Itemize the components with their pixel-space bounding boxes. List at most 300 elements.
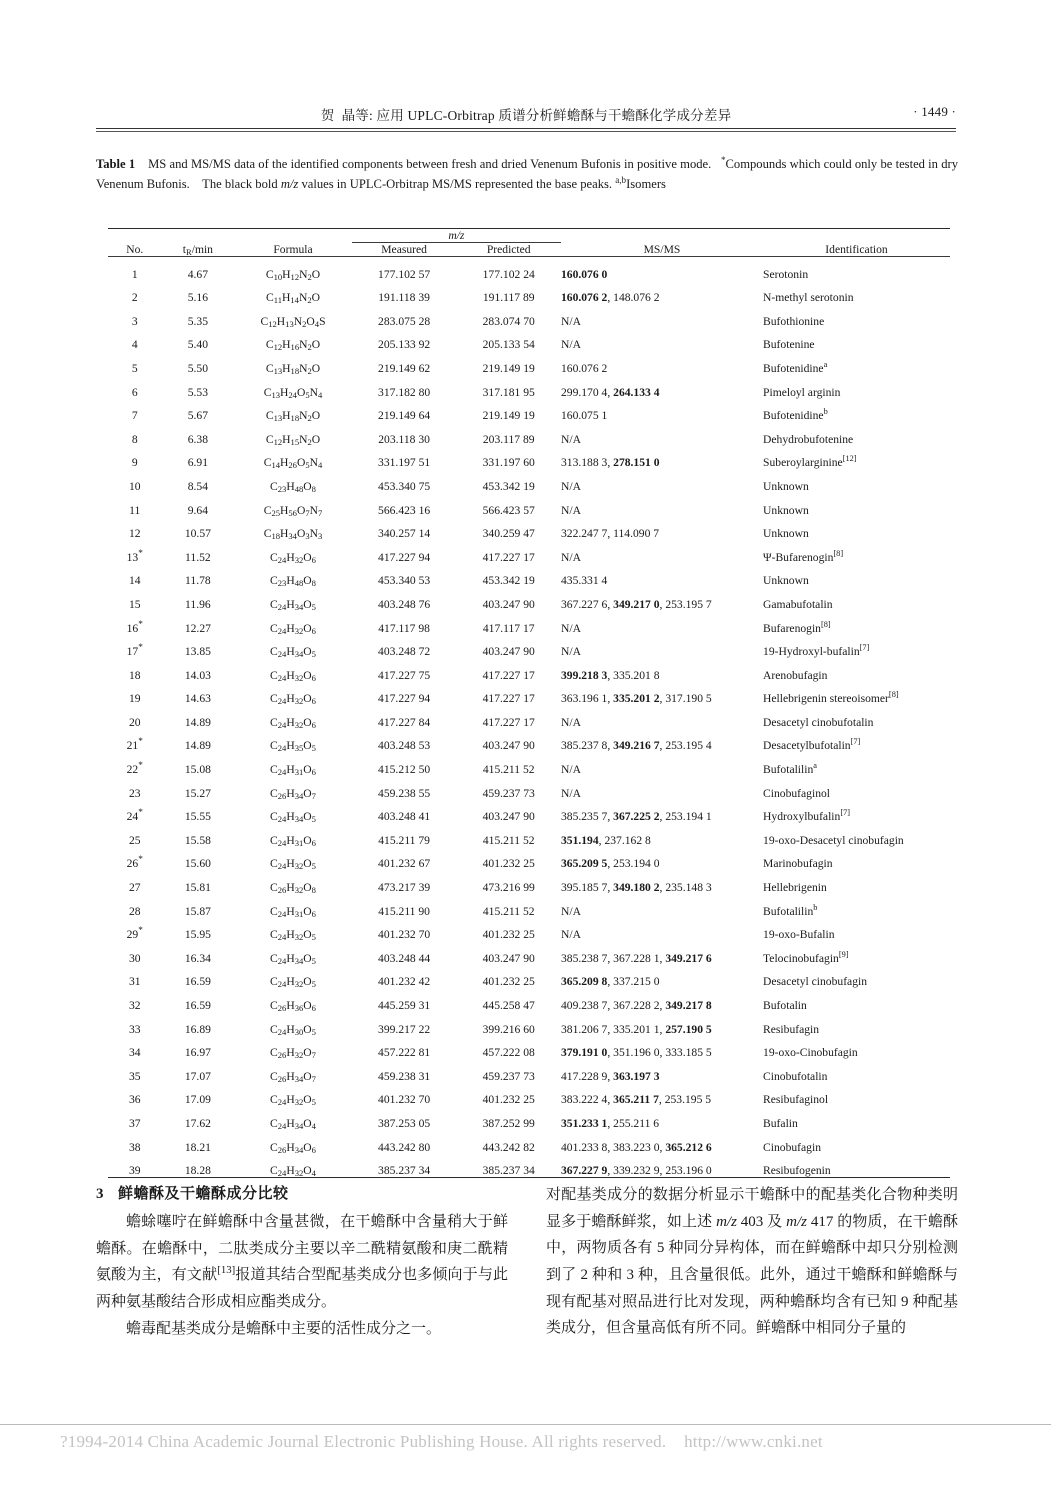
cell-no: 25 <box>128 833 141 847</box>
cell-mz-predicted: 443.242 82 <box>482 1140 535 1154</box>
table-caption-label: Table 1 <box>96 157 136 171</box>
cell-formula: $C_{24}H_{32}O_6$ <box>270 621 316 636</box>
cell-msms: N/A <box>560 904 581 918</box>
cell-mz-predicted: 459.237 73 <box>482 786 535 800</box>
table-bottom-rule <box>108 1178 950 1179</box>
cell-mz-measured: 417.227 94 <box>378 692 431 706</box>
table-row <box>108 375 950 399</box>
cell-identification: Suberoylarginine[12] <box>763 454 857 470</box>
table-row <box>108 304 950 328</box>
table-row <box>108 517 950 541</box>
cell-no: 14 <box>128 574 141 588</box>
cell-formula: $C_{26}H_{34}O_7$ <box>270 1069 316 1084</box>
cell-retention-time: 15.55 <box>184 810 211 824</box>
cell-no: 30 <box>128 951 141 965</box>
cell-mz-predicted: 387.252 99 <box>482 1116 535 1130</box>
col-header-tr-unit: /min <box>191 243 213 256</box>
cell-retention-time: 9.64 <box>187 503 209 517</box>
cell-no: 23 <box>128 786 141 800</box>
cell-retention-time: 16.34 <box>184 951 211 965</box>
table-row <box>108 705 950 729</box>
cell-mz-predicted: 331.197 60 <box>482 456 535 470</box>
cell-no: 15 <box>128 597 141 611</box>
cell-msms: N/A <box>560 432 581 446</box>
col-header-identification: Identification <box>763 229 950 257</box>
col-header-tr-t: t <box>182 243 186 256</box>
table-row <box>108 1036 950 1060</box>
cell-no: 1 <box>108 257 162 281</box>
cell-mz-measured: 403.248 53 <box>378 739 431 753</box>
cell-mz-predicted: 203.117 89 <box>482 432 535 446</box>
cell-identification: Telocinobufagin[9] <box>763 949 849 965</box>
cell-mz-measured: 443.242 80 <box>378 1140 431 1154</box>
table-row <box>108 1059 950 1083</box>
cell-identification: Bufotenine <box>763 338 815 352</box>
running-head-title: 贺 晶等: 应用 UPLC-Orbitrap 质谱分析鲜蟾酥与干蟾酥化学成分差异 <box>320 108 732 123</box>
cell-formula: $C_{25}H_{56}O_7N_7$ <box>263 503 323 518</box>
cell-retention-time: 16.59 <box>184 975 211 989</box>
cell-no: 21* <box>126 737 143 753</box>
cell-identification: Hellebrigenin stereoisomer[8] <box>763 690 899 706</box>
cell-retention-time: 15.95 <box>184 928 211 942</box>
cell-identification: Cinobufaginol <box>763 786 831 800</box>
cell-no: 2 <box>131 291 138 305</box>
paragraph-left-1: 蟾蜍噻咛在鲜蟾酥中含量甚微，在干蟾酥中含量稍大于鲜蟾酥。在蟾酥中，二肽类成分主要以辛二酰精氨酸和庚二酰精氨酸为主，有文献[13]报道其结合型配基类成分也多倾向于与此两种氨基酸结合形成相应酯类成分。 <box>96 1214 508 1311</box>
table-row <box>108 918 950 942</box>
table-header <box>108 229 950 257</box>
cell-mz-predicted: 403.247 90 <box>482 951 535 965</box>
cell-identification: Resibufogenin <box>763 1164 831 1178</box>
cell-msms: 401.233 8, 383.223 0, 365.212 6 <box>560 1140 712 1154</box>
cell-identification: Bufalin <box>763 1116 798 1130</box>
cell-retention-time: 12.27 <box>184 621 211 635</box>
cell-identification: N-methyl serotonin <box>763 291 854 305</box>
cell-mz-measured: 401.232 67 <box>378 857 431 871</box>
cell-formula: $C_{24}H_{34}O_5$ <box>270 810 316 825</box>
cell-identification: Pimeloyl arginin <box>763 385 841 399</box>
cell-msms: 395.185 7, 349.180 2, 235.148 3 <box>560 881 712 895</box>
cell-formula: $C_{24}H_{31}O_6$ <box>270 904 316 919</box>
cell-formula: $C_{24}H_{32}O_5$ <box>270 928 316 943</box>
running-head <box>96 104 956 124</box>
table-caption-text-2: Compounds which could only be tested in dry Venenum Bufonis. <box>96 157 958 192</box>
cell-identification: 19-Hydroxyl-bufalin[7] <box>763 643 870 659</box>
cell-identification: Bufotalin <box>763 999 807 1012</box>
table-row <box>108 1083 950 1107</box>
table-row <box>108 351 950 375</box>
table-row <box>108 540 950 564</box>
cell-retention-time: 4.67 <box>162 257 235 281</box>
cell-no: 20 <box>128 715 141 729</box>
cell-mz-predicted: 417.117 17 <box>482 621 535 635</box>
cell-formula: $C_{24}H_{34}O_5$ <box>270 597 316 612</box>
cell-mz-measured: 453.340 75 <box>378 479 431 493</box>
body-column-left <box>96 1182 508 1342</box>
cell-no: 10 <box>128 479 141 493</box>
cell-mz-measured: 387.253 05 <box>378 1116 431 1130</box>
page-number: · 1449 · <box>913 104 956 119</box>
cell-formula: $C_{13}H_{18}N_2O$ <box>265 409 321 424</box>
cell-no: 28 <box>128 904 141 918</box>
cell-mz-measured: 566.423 16 <box>378 503 431 517</box>
cell-identification: Unknown <box>763 479 809 493</box>
cell-mz-measured: 459.238 55 <box>378 786 431 800</box>
cell-no: 32 <box>128 999 141 1012</box>
cell-mz-predicted: 219.149 19 <box>482 361 535 375</box>
cell-formula: $C_{24}H_{31}O_6$ <box>270 763 316 778</box>
cell-msms: 160.076 2, 148.076 2 <box>560 291 660 305</box>
cell-retention-time: 8.54 <box>187 479 209 493</box>
cell-msms: 160.076 2 <box>560 361 608 375</box>
caption-star-marker: * <box>720 154 726 165</box>
cell-mz-measured: 415.212 50 <box>378 763 431 777</box>
cell-formula: $C_{26}H_{34}O_6$ <box>270 1140 316 1155</box>
cell-mz-predicted: 459.237 73 <box>482 1069 535 1083</box>
cell-no: 7 <box>131 409 138 423</box>
cell-mz-predicted: 453.342 19 <box>482 479 535 493</box>
table-row <box>108 800 950 824</box>
cell-msms: 313.188 3, 278.151 0 <box>560 456 660 470</box>
paragraph-right-1: 对配基类成分的数据分析显示干蟾酥中的配基类化合物种类明显多于蟾酥鲜浆，如上述 m/z 403 及 m/z 417 的物质，在干蟾酥中，两物质各有 5 种同分异构体，而在鲜蟾酥中却只分别检测到了 2 种和 3 种，且含量很低。此外，通过干蟾酥和鲜蟾酥与现有配基对照品进行比对发现，两种蟾酥均含有已知 9 种配基类成分，但含量高低有所不同。鲜蟾酥中相同分子量的 <box>546 1187 958 1337</box>
cell-identification: Unknown <box>763 574 809 588</box>
cell-retention-time: 15.81 <box>184 881 211 895</box>
cell-mz-measured: 219.149 64 <box>378 409 431 423</box>
col-header-formula: Formula <box>234 229 352 257</box>
cell-no: 18 <box>128 668 141 682</box>
cell-identification: Bufotenidine$^b$ <box>763 407 828 423</box>
cell-no: 35 <box>128 1069 141 1083</box>
cell-formula: $C_{24}H_{32}O_5$ <box>270 857 316 872</box>
cell-formula: $C_{26}H_{32}O_7$ <box>270 1046 316 1061</box>
cell-no: 8 <box>131 432 138 446</box>
cell-msms: N/A <box>560 479 581 493</box>
cell-msms: 379.191 0, 351.196 0, 333.185 5 <box>560 1046 712 1060</box>
cell-identification: Serotonin <box>763 257 950 281</box>
cell-mz-measured: 403.248 41 <box>378 810 431 824</box>
cell-no: 33 <box>128 1022 141 1036</box>
cell-retention-time: 14.03 <box>184 668 211 682</box>
cell-mz-measured: 453.340 53 <box>378 574 431 588</box>
cell-mz-predicted: 453.342 19 <box>482 574 535 588</box>
footer-rule <box>0 1424 1051 1425</box>
cell-mz-predicted: 191.117 89 <box>482 291 535 305</box>
cell-no: 12 <box>128 527 141 541</box>
cell-formula: $C_{24}H_{30}O_5$ <box>270 1022 316 1037</box>
cell-mz-predicted: 401.232 25 <box>482 928 535 942</box>
cell-mz-measured: 283.075 28 <box>378 314 431 328</box>
cell-mz-measured: 457.222 81 <box>378 1046 431 1060</box>
cell-retention-time: 15.87 <box>184 904 211 918</box>
table-row <box>108 328 950 352</box>
table-row <box>108 564 950 588</box>
cell-mz-predicted: 415.211 52 <box>482 763 535 777</box>
cell-msms: 367.227 9, 339.232 9, 253.196 0 <box>560 1164 712 1178</box>
cell-mz-predicted: 417.227 17 <box>482 692 535 706</box>
col-header-no: No. <box>108 229 162 257</box>
cell-identification: Unknown <box>763 503 809 517</box>
cell-retention-time: 17.09 <box>184 1093 211 1107</box>
cell-formula: $C_{26}H_{32}O_8$ <box>270 881 316 896</box>
cell-identification: Desacetylbufotalin[7] <box>763 737 861 753</box>
cell-mz-measured: 415.211 79 <box>378 833 430 847</box>
cell-formula: $C_{24}H_{32}O_6$ <box>270 692 316 707</box>
cell-retention-time: 17.62 <box>184 1116 211 1130</box>
cell-identification: Desacetyl cinobufagin <box>763 975 868 989</box>
cell-formula: $C_{24}H_{32}O_6$ <box>270 668 316 683</box>
cell-identification: Gamabufotalin <box>763 597 833 611</box>
cell-mz-predicted: 417.227 17 <box>482 550 535 564</box>
cell-msms: 365.209 8, 337.215 0 <box>560 975 660 989</box>
table-row <box>108 587 950 611</box>
cell-mz-measured: 399.217 22 <box>378 1022 431 1036</box>
cell-msms: 299.170 4, 264.133 4 <box>560 385 660 399</box>
caption-isomer-marker: a,b <box>615 175 627 186</box>
cell-retention-time: 5.35 <box>187 314 209 328</box>
cell-formula: $C_{24}H_{32}O_5$ <box>270 1093 316 1108</box>
col-header-retention-time <box>162 229 235 257</box>
cell-identification: Unknown <box>763 527 809 541</box>
cell-formula: $C_{24}H_{34}O_4$ <box>270 1116 316 1131</box>
ms-data-table <box>108 228 950 1178</box>
table-row <box>108 446 950 470</box>
cell-mz-predicted: 205.133 54 <box>482 338 535 352</box>
cell-msms: 363.196 1, 335.201 2, 317.190 5 <box>560 692 712 706</box>
cell-mz-measured: 205.133 92 <box>378 338 431 352</box>
cell-retention-time: 13.85 <box>184 645 211 659</box>
col-header-msms: MS/MS <box>561 229 763 257</box>
cell-no: 4 <box>131 338 138 352</box>
cell-retention-time: 10.57 <box>184 527 211 541</box>
table-row <box>108 257 950 281</box>
table-caption <box>96 154 958 195</box>
table-row <box>108 941 950 965</box>
cell-no: 13* <box>126 548 143 564</box>
cell-msms: 385.235 7, 367.225 2, 253.194 1 <box>560 810 712 824</box>
cell-retention-time: 16.97 <box>184 1046 211 1060</box>
cell-formula: $C_{23}H_{48}O_8$ <box>270 479 316 494</box>
cell-retention-time: 15.58 <box>184 833 211 847</box>
cell-mz-measured: 445.259 31 <box>378 999 431 1012</box>
table-row <box>108 870 950 894</box>
cell-mz-measured: 415.211 90 <box>378 904 430 918</box>
cell-msms: 351.194, 237.162 8 <box>560 833 651 847</box>
cell-mz-measured: 317.182 80 <box>378 385 431 399</box>
cell-mz-measured: 340.257 14 <box>378 527 431 541</box>
cell-mz-measured: 417.227 84 <box>378 715 431 729</box>
table-row <box>108 988 950 1012</box>
cell-retention-time: 15.27 <box>184 786 211 800</box>
cell-mz-predicted: 403.247 90 <box>482 597 535 611</box>
table-body <box>108 257 950 1179</box>
cell-formula: $C_{24}H_{32}O_4$ <box>270 1164 316 1179</box>
cell-msms: 322.247 7, 114.090 7 <box>560 527 660 541</box>
cell-mz-predicted: 415.211 52 <box>482 833 535 847</box>
cell-mz-measured: 459.238 31 <box>378 1069 431 1083</box>
cell-mz-predicted: 417.227 17 <box>482 668 535 682</box>
cell-msms: N/A <box>560 314 581 328</box>
cell-formula: $C_{12}H_{15}N_2O$ <box>265 432 321 447</box>
cell-retention-time: 16.89 <box>184 1022 211 1036</box>
cell-retention-time: 14.89 <box>184 715 211 729</box>
cell-formula: $C_{24}H_{34}O_5$ <box>270 645 316 660</box>
cell-formula: $C_{24}H_{32}O_5$ <box>270 975 316 990</box>
cell-msms: 365.209 5, 253.194 0 <box>560 857 660 871</box>
cell-msms: N/A <box>560 786 581 800</box>
cell-mz-measured: 417.117 98 <box>378 621 430 635</box>
cell-no: 24* <box>126 808 143 824</box>
section-number: 3 <box>96 1186 104 1202</box>
table-row <box>108 729 950 753</box>
table-row <box>108 399 950 423</box>
table-row <box>108 281 950 305</box>
cell-msms: 409.238 7, 367.228 2, 349.217 8 <box>560 999 712 1012</box>
cell-mz-measured: 473.217 39 <box>378 881 431 895</box>
cell-mz-predicted: 415.211 52 <box>482 904 535 918</box>
table-row <box>108 469 950 493</box>
table-row <box>108 847 950 871</box>
cell-mz-predicted: 401.232 25 <box>482 857 535 871</box>
cell-msms: N/A <box>560 715 581 729</box>
cell-mz-predicted: 445.258 47 <box>482 999 535 1012</box>
cell-no: 3 <box>131 314 138 328</box>
cell-identification: Hellebrigenin <box>763 881 827 895</box>
cell-retention-time: 16.59 <box>184 999 211 1012</box>
cell-retention-time: 5.67 <box>187 409 209 423</box>
cell-identification: Ψ-Bufarenogin[8] <box>763 548 844 564</box>
cell-mz-measured: 403.248 76 <box>378 597 431 611</box>
cell-mz-predicted: 283.074 70 <box>482 314 535 328</box>
cell-retention-time: 11.96 <box>185 597 211 611</box>
ms-data-table-wrapper <box>108 228 950 1178</box>
cell-formula: $C_{24}H_{32}O_6$ <box>270 715 316 730</box>
cell-msms: N/A <box>560 763 581 777</box>
table-row <box>108 1106 950 1130</box>
table-row <box>108 752 950 776</box>
cell-msms: 351.233 1, 255.211 6 <box>560 1116 660 1130</box>
cell-msms: 160.076 0 <box>561 257 763 281</box>
cell-no: 39 <box>128 1164 141 1178</box>
cell-no: 37 <box>128 1116 141 1130</box>
cell-formula: $C_{14}H_{26}O_5N_4$ <box>263 456 323 471</box>
table-row <box>108 682 950 706</box>
cell-formula: $C_{26}H_{36}O_6$ <box>270 999 316 1013</box>
body-text <box>96 1182 958 1342</box>
caption-mz-italic: m/z <box>280 177 299 192</box>
table-row <box>108 611 950 635</box>
table-row <box>108 776 950 800</box>
cell-msms: 367.227 6, 349.217 0, 253.195 7 <box>560 597 712 611</box>
cell-no: 5 <box>131 361 138 375</box>
cell-formula: $C_{13}H_{24}O_5N_4$ <box>263 385 323 400</box>
cell-identification: Cinobufotalin <box>763 1069 828 1083</box>
cell-no: 17* <box>126 643 143 659</box>
cell-identification: 19-oxo-Desacetyl cinobufagin <box>763 833 904 847</box>
cell-identification: Desacetyl cinobufotalin <box>763 715 874 729</box>
table-caption-text-5: Isomers <box>626 177 666 192</box>
cell-retention-time: 18.21 <box>184 1140 211 1154</box>
cell-mz-predicted: 401.232 25 <box>482 1093 535 1107</box>
cell-formula: $C_{10}H_{12}N_2O$ <box>234 257 352 281</box>
cell-no: 11 <box>129 503 141 517</box>
cell-retention-time: 18.28 <box>184 1164 211 1178</box>
table-row <box>108 635 950 659</box>
cell-mz-measured: 219.149 62 <box>378 361 431 375</box>
cell-identification: Dehydrobufotenine <box>763 432 854 446</box>
table-row <box>108 1012 950 1036</box>
cell-msms: 385.238 7, 367.228 1, 349.217 6 <box>560 951 712 965</box>
cell-identification: Cinobufagin <box>763 1140 821 1154</box>
cell-retention-time: 14.89 <box>184 739 211 753</box>
section-heading <box>96 1182 508 1203</box>
cell-formula: $C_{24}H_{32}O_6$ <box>270 550 316 565</box>
cell-identification: Marinobufagin <box>763 857 833 871</box>
table-bottom-rule-cell <box>108 1178 950 1179</box>
cell-no: 26* <box>126 855 143 871</box>
cell-mz-measured: 385.237 34 <box>378 1164 431 1178</box>
cell-formula: $C_{24}H_{35}O_5$ <box>270 739 316 754</box>
cell-mz-predicted: 385.237 34 <box>482 1164 535 1178</box>
cell-identification: 19-oxo-Cinobufagin <box>763 1046 858 1060</box>
cell-formula: $C_{12}H_{16}N_2O$ <box>265 338 321 353</box>
cell-msms: N/A <box>560 503 581 517</box>
cell-no: 38 <box>128 1140 141 1154</box>
cell-formula: $C_{11}H_{14}N_2O$ <box>266 291 320 306</box>
cell-formula: $C_{12}H_{13}N_2O_4S$ <box>260 314 326 329</box>
cell-formula: $C_{23}H_{48}O_8$ <box>270 574 316 589</box>
col-header-predicted: Predicted <box>486 243 531 256</box>
cell-identification: Resibufagin <box>763 1022 820 1036</box>
cell-mz-measured: 401.232 42 <box>378 975 431 989</box>
copyright-footer: ?1994-2014 China Academic Journal Electronic Publishing House. All rights reserved. http://www.cnki.net <box>60 1432 823 1451</box>
cell-retention-time: 15.08 <box>184 763 211 777</box>
cell-mz-predicted: 403.247 90 <box>482 739 535 753</box>
cell-msms: 435.331 4 <box>560 574 608 588</box>
cell-mz-predicted: 457.222 08 <box>482 1046 535 1060</box>
cell-msms: 160.075 1 <box>560 409 608 423</box>
cell-mz-measured: 403.248 72 <box>378 645 431 659</box>
body-column-right <box>546 1182 958 1342</box>
cell-identification: Bufotalilin$^a$ <box>763 761 817 777</box>
table-row <box>108 493 950 517</box>
cell-retention-time: 5.53 <box>187 385 209 399</box>
cell-identification: Hydroxylbufalin[7] <box>763 808 851 824</box>
cell-identification: Bufotenidine$^a$ <box>763 360 828 375</box>
col-header-mz-group: m/z <box>352 229 561 243</box>
cell-identification: Bufotalilin$^b$ <box>763 902 818 918</box>
cell-mz-measured: 401.232 70 <box>378 1093 431 1107</box>
cell-msms: N/A <box>560 550 581 564</box>
cell-retention-time: 11.78 <box>185 574 211 588</box>
table-row <box>108 894 950 918</box>
cell-mz-predicted: 417.227 17 <box>482 715 535 729</box>
cell-msms: N/A <box>560 928 581 942</box>
cell-mz-measured: 417.227 94 <box>378 550 431 564</box>
cell-msms: 383.222 4, 365.211 7, 253.195 5 <box>560 1093 712 1107</box>
cell-retention-time: 15.60 <box>184 857 211 871</box>
cell-no: 16* <box>126 619 143 635</box>
paragraph-left-2: 蟾毒配基类成分是蟾酥中主要的活性成分之一。 <box>126 1320 442 1337</box>
cell-retention-time: 11.52 <box>185 550 211 564</box>
cell-mz-measured: 403.248 44 <box>378 951 431 965</box>
table-header-row-top <box>108 229 950 243</box>
cell-msms: N/A <box>560 621 581 635</box>
cell-no: 27 <box>128 881 141 895</box>
cell-identification: Resibufaginol <box>763 1093 829 1107</box>
cell-mz-predicted: 340.259 47 <box>482 527 535 541</box>
cell-retention-time: 17.07 <box>184 1069 211 1083</box>
cell-mz-measured: 417.227 75 <box>378 668 431 682</box>
table-row <box>108 965 950 989</box>
